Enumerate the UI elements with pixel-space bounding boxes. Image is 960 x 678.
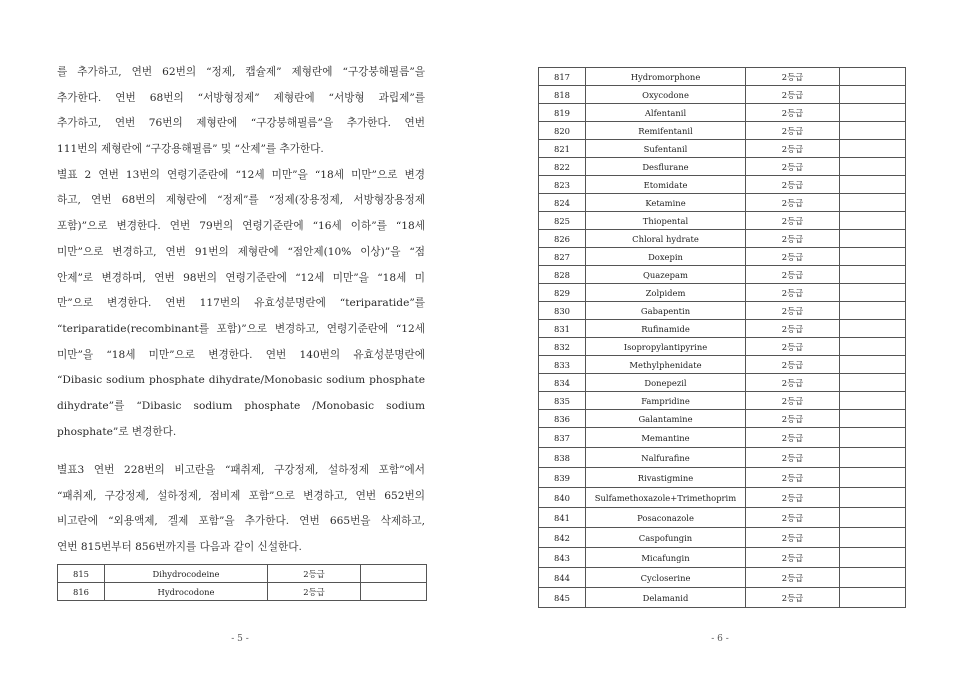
cell-note [840, 68, 906, 86]
table-row [539, 468, 906, 488]
cell-note [840, 392, 906, 410]
cell-name: Sulfamethoxazole+Trimethoprim [586, 488, 746, 508]
table-row [539, 176, 906, 194]
cell-note [840, 104, 906, 122]
text-line: 하고, 연번 68번의 제형란에 “정제”를 “정제(장용정제, 서방형장용정제 [57, 194, 425, 207]
cell-name: Memantine [586, 428, 746, 448]
cell-grade: 2등급 [746, 428, 840, 448]
cell-grade: 2등급 [746, 140, 840, 158]
drug-table-left [57, 564, 427, 601]
cell-note [840, 356, 906, 374]
text-line: 포함)”으로 변경한다. 연번 79번의 연령기준란에 “16세 이하”를 “18세 [57, 220, 425, 233]
table-row [539, 140, 906, 158]
cell-name: Micafungin [586, 548, 746, 568]
cell-name: Cycloserine [586, 568, 746, 588]
cell-name: Hydrocodone [105, 583, 268, 601]
table-row [539, 122, 906, 140]
cell-name: Ketamine [586, 194, 746, 212]
cell-name: Donepezil [586, 374, 746, 392]
text-line: “Dibasic sodium phosphate dihydrate/Monobasic sodium phosphate [57, 374, 425, 387]
table-row [539, 320, 906, 338]
table-row [539, 212, 906, 230]
cell-name: Isopropylantipyrine [586, 338, 746, 356]
cell-no: 828 [539, 266, 586, 284]
cell-grade: 2등급 [746, 374, 840, 392]
cell-name: Nalfurafine [586, 448, 746, 468]
text-line: 별표3 연번 228번의 비고란을 “패취제, 구강정제, 설하정제 포함”에서 [57, 464, 425, 476]
cell-name: Thiopental [586, 212, 746, 230]
text-line: 미만”으로 변경하고, 연번 91번의 제형란에 “점안제(10% 이상)”을 “점 [57, 245, 425, 258]
cell-no: 837 [539, 428, 586, 448]
cell-note [361, 565, 427, 583]
cell-note [840, 248, 906, 266]
cell-note [840, 158, 906, 176]
table-row [58, 565, 427, 583]
cell-grade: 2등급 [746, 212, 840, 230]
cell-grade: 2등급 [746, 68, 840, 86]
table-row [539, 194, 906, 212]
cell-note [840, 508, 906, 528]
cell-name: Rivastigmine [586, 468, 746, 488]
table-row [539, 410, 906, 428]
text-line: 111번의 제형란에 “구강용해필름” 및 “산제”를 추가한다. [57, 143, 324, 156]
cell-note [840, 468, 906, 488]
cell-grade: 2등급 [746, 392, 840, 410]
cell-no: 823 [539, 176, 586, 194]
cell-no: 843 [539, 548, 586, 568]
cell-grade: 2등급 [746, 284, 840, 302]
cell-grade: 2등급 [746, 176, 840, 194]
cell-name: Hydromorphone [586, 68, 746, 86]
cell-no: 824 [539, 194, 586, 212]
cell-no: 841 [539, 508, 586, 528]
cell-no: 832 [539, 338, 586, 356]
table-row [539, 284, 906, 302]
cell-name: Delamanid [586, 588, 746, 608]
table-row [58, 583, 427, 601]
table-row [539, 488, 906, 508]
cell-no: 839 [539, 468, 586, 488]
table-row [539, 392, 906, 410]
cell-name: Remifentanil [586, 122, 746, 140]
drug-table-right [538, 67, 906, 608]
cell-note [840, 320, 906, 338]
cell-no: 845 [539, 588, 586, 608]
cell-grade: 2등급 [746, 468, 840, 488]
table-row [539, 338, 906, 356]
cell-no: 830 [539, 302, 586, 320]
cell-note [840, 410, 906, 428]
amendment-paragraph-2 [57, 458, 425, 561]
cell-note [840, 448, 906, 468]
cell-name: Fampridine [586, 392, 746, 410]
cell-no: 829 [539, 284, 586, 302]
cell-grade: 2등급 [746, 104, 840, 122]
cell-no: 833 [539, 356, 586, 374]
table-row [539, 86, 906, 104]
cell-name: Methylphenidate [586, 356, 746, 374]
cell-note [840, 194, 906, 212]
text-line: 를 추가하고, 연번 62번의 “정제, 캡슐제” 제형란에 “구강붕해필름”을 [57, 66, 425, 78]
cell-name: Zolpidem [586, 284, 746, 302]
table-row [539, 104, 906, 122]
page-number: - 6 - [711, 634, 729, 644]
cell-note [840, 548, 906, 568]
cell-note [840, 212, 906, 230]
cell-no: 819 [539, 104, 586, 122]
cell-note [840, 488, 906, 508]
cell-grade: 2등급 [746, 338, 840, 356]
table-row [539, 356, 906, 374]
table-row [539, 230, 906, 248]
cell-grade: 2등급 [746, 266, 840, 284]
cell-note [361, 583, 427, 601]
cell-no: 840 [539, 488, 586, 508]
cell-name: Etomidate [586, 176, 746, 194]
cell-note [840, 266, 906, 284]
cell-grade: 2등급 [746, 568, 840, 588]
cell-grade: 2등급 [746, 230, 840, 248]
cell-grade: 2등급 [746, 508, 840, 528]
text-line: 연번 815번부터 856번까지를 다음과 같이 신설한다. [57, 541, 302, 554]
cell-no: 821 [539, 140, 586, 158]
table-row [539, 548, 906, 568]
cell-name: Doxepin [586, 248, 746, 266]
cell-name: Desflurane [586, 158, 746, 176]
cell-grade: 2등급 [746, 488, 840, 508]
cell-no: 818 [539, 86, 586, 104]
cell-grade: 2등급 [746, 588, 840, 608]
cell-name: Dihydrocodeine [105, 565, 268, 583]
cell-grade: 2등급 [746, 448, 840, 468]
cell-name: Chloral hydrate [586, 230, 746, 248]
cell-no: 820 [539, 122, 586, 140]
table-row [539, 266, 906, 284]
table-row [539, 428, 906, 448]
cell-grade: 2등급 [746, 302, 840, 320]
cell-grade: 2등급 [746, 194, 840, 212]
cell-note [840, 86, 906, 104]
text-line: phosphate”로 변경한다. [57, 425, 177, 438]
text-line: 안제”로 변경하며, 연번 98번의 연령기준란에 “12세 미만”을 “18세 미 [57, 271, 425, 284]
cell-note [840, 374, 906, 392]
cell-no: 844 [539, 568, 586, 588]
cell-no: 825 [539, 212, 586, 230]
cell-no: 834 [539, 374, 586, 392]
cell-no: 817 [539, 68, 586, 86]
cell-note [840, 338, 906, 356]
cell-name: Gabapentin [586, 302, 746, 320]
text-line: 미만”을 “18세 미만”으로 변경한다. 연번 140번의 유효성분명란에 [57, 348, 425, 361]
table-row [539, 448, 906, 468]
table-row [539, 374, 906, 392]
cell-name: Sufentanil [586, 140, 746, 158]
text-line: 추가하고, 연번 76번의 제형란에 “구강붕해필름”을 추가한다. 연번 [57, 117, 425, 130]
cell-no: 838 [539, 448, 586, 468]
cell-note [840, 122, 906, 140]
cell-note [840, 140, 906, 158]
cell-no: 831 [539, 320, 586, 338]
cell-note [840, 528, 906, 548]
cell-no: 842 [539, 528, 586, 548]
table-row [539, 302, 906, 320]
cell-no: 835 [539, 392, 586, 410]
cell-grade: 2등급 [268, 583, 361, 601]
table-row [539, 158, 906, 176]
text-line: 비고란에 “외용액제, 겔제 포함”을 추가한다. 연번 665번을 삭제하고, [57, 515, 425, 528]
cell-grade: 2등급 [746, 410, 840, 428]
cell-name: Galantamine [586, 410, 746, 428]
cell-note [840, 428, 906, 448]
right-page [480, 0, 960, 678]
cell-grade: 2등급 [746, 548, 840, 568]
cell-note [840, 230, 906, 248]
cell-grade: 2등급 [746, 122, 840, 140]
cell-no: 822 [539, 158, 586, 176]
cell-note [840, 284, 906, 302]
cell-name: Quazepam [586, 266, 746, 284]
cell-grade: 2등급 [746, 320, 840, 338]
text-line: “teriparatide(recombinant를 포함)”으로 변경하고, 연령기준란에 “12세 [57, 322, 425, 335]
amendment-paragraph-1 [57, 60, 425, 445]
text-line: 별표 2 연번 13번의 연령기준란에 “12세 미만”을 “18세 미만”으로 변경 [57, 168, 425, 181]
page-number: - 5 - [231, 634, 249, 644]
cell-name: Caspofungin [586, 528, 746, 548]
cell-note [840, 588, 906, 608]
text-line: “패취제, 구강정제, 설하정제, 점비제 포함”으로 변경하고, 연번 652번의 [57, 489, 425, 502]
cell-note [840, 302, 906, 320]
cell-grade: 2등급 [746, 356, 840, 374]
table-row [539, 68, 906, 86]
cell-name: Alfentanil [586, 104, 746, 122]
text-line: 만”으로 변경한다. 연번 117번의 유효성분명란에 “teriparatide”를 [57, 297, 425, 310]
text-line: dihydrate”를 “Dibasic sodium phosphate /Monobasic sodium [57, 399, 425, 412]
cell-no: 815 [58, 565, 105, 583]
table-row [539, 568, 906, 588]
cell-grade: 2등급 [746, 248, 840, 266]
table-row [539, 248, 906, 266]
cell-no: 827 [539, 248, 586, 266]
cell-grade: 2등급 [746, 528, 840, 548]
cell-grade: 2등급 [746, 86, 840, 104]
cell-no: 826 [539, 230, 586, 248]
cell-name: Rufinamide [586, 320, 746, 338]
table-row [539, 528, 906, 548]
table-row [539, 508, 906, 528]
cell-note [840, 568, 906, 588]
cell-grade: 2등급 [268, 565, 361, 583]
text-line: 추가한다. 연번 68번의 “서방형정제” 제형란에 “서방형 과립제”를 [57, 91, 425, 104]
cell-name: Oxycodone [586, 86, 746, 104]
cell-no: 836 [539, 410, 586, 428]
cell-grade: 2등급 [746, 158, 840, 176]
table-row [539, 588, 906, 608]
cell-no: 816 [58, 583, 105, 601]
cell-name: Posaconazole [586, 508, 746, 528]
cell-note [840, 176, 906, 194]
